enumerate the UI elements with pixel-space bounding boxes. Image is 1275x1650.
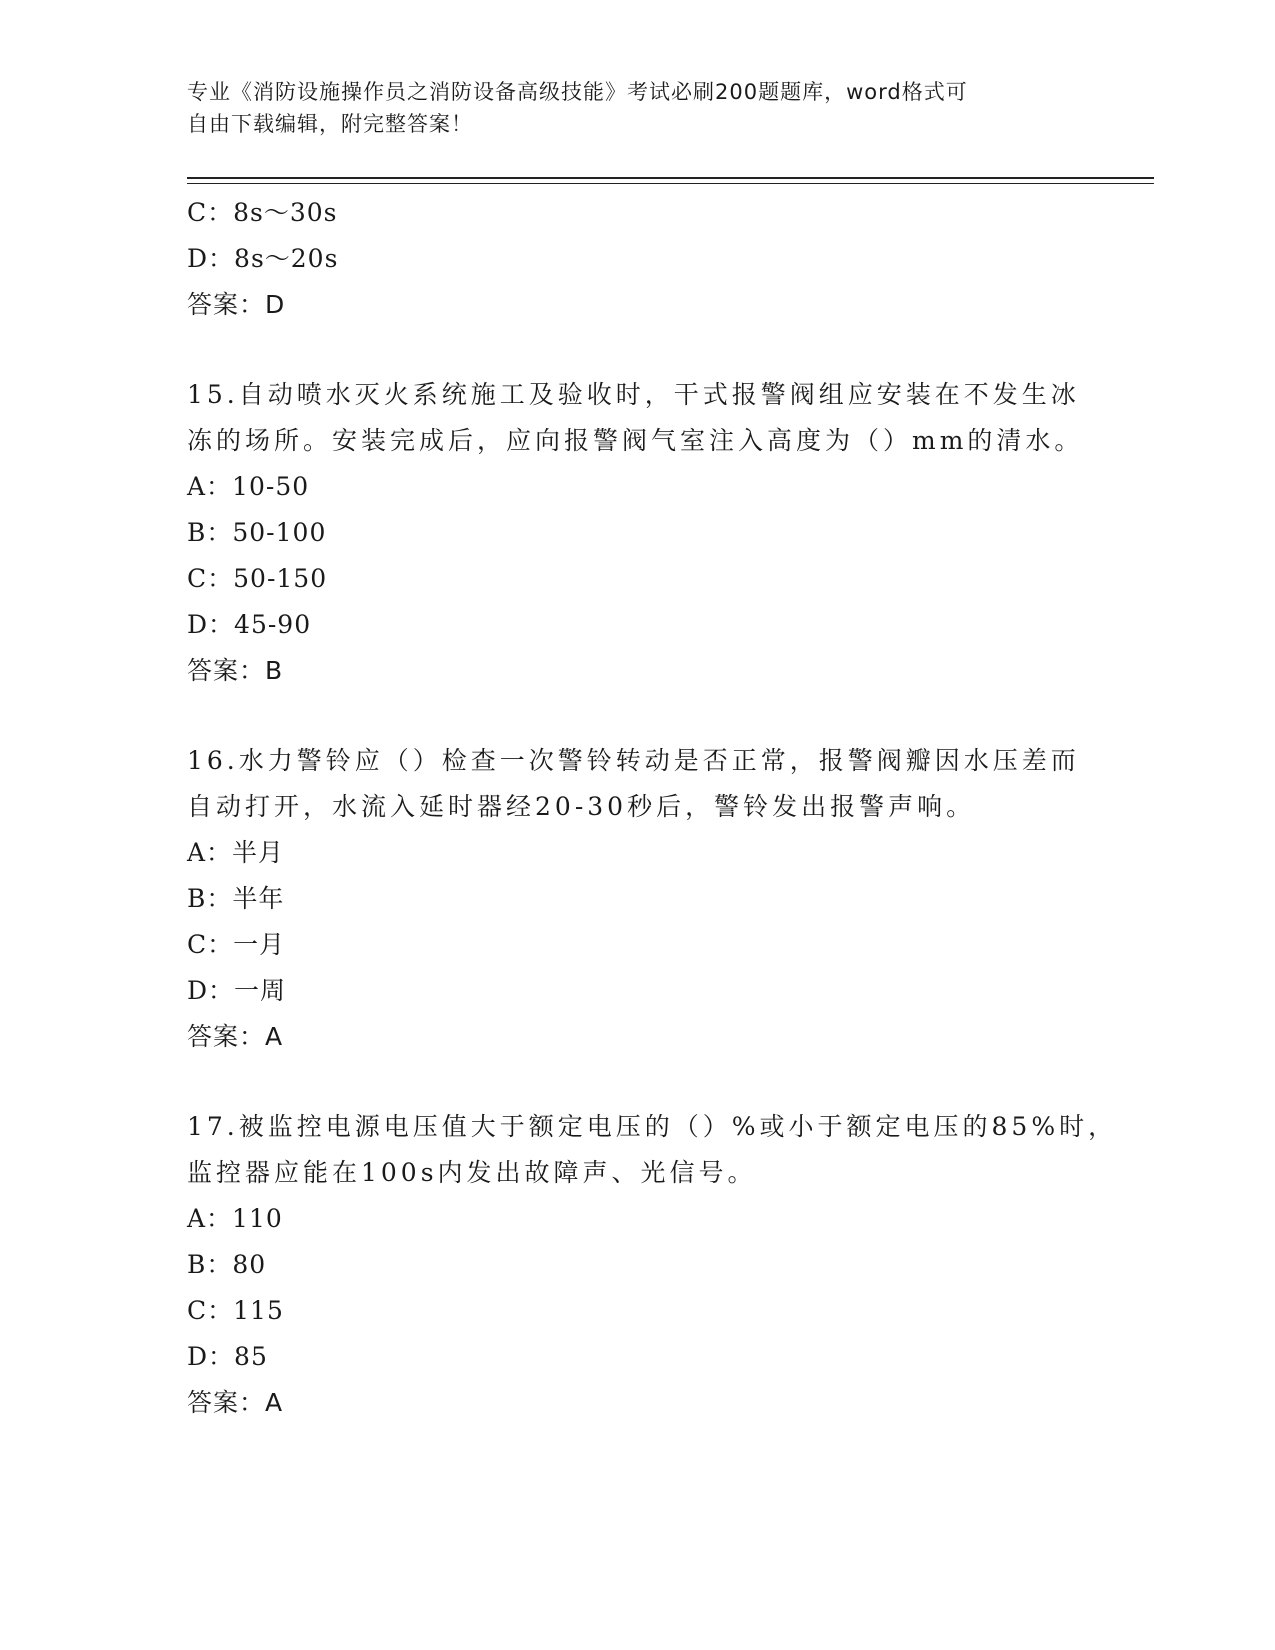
question-16	[187, 738, 1087, 1060]
header-rule-thick	[187, 177, 1154, 179]
answer: 答案：D	[187, 290, 286, 319]
header-line-2: 自由下载编辑，附完整答案！	[187, 112, 473, 136]
question-text	[187, 738, 1087, 830]
question-text	[187, 1104, 1118, 1196]
question-text-line: 冻的场所。安装完成后，应向报警阀气室注入高度为（）mm的清水。	[187, 426, 1084, 455]
option-b: B：80	[187, 1250, 267, 1279]
option-d: D：8s～20s	[187, 244, 339, 273]
answer: 答案：B	[187, 656, 284, 685]
question-text-line: 17.被监控电源电压值大于额定电压的（）%或小于额定电压的85%时，	[187, 1112, 1118, 1141]
previous-question-tail	[187, 190, 1087, 328]
option-c: C：50-150	[187, 564, 328, 593]
answer: 答案：A	[187, 1388, 284, 1417]
question-text	[187, 372, 1087, 464]
header-rule-thin	[187, 183, 1154, 184]
option-a: A：110	[187, 1204, 283, 1233]
option-d: D：45-90	[187, 610, 312, 639]
question-text-line: 16.水力警铃应（）检查一次警铃转动是否正常，报警阀瓣因水压差而	[187, 746, 1080, 775]
question-text-line: 自动打开，水流入延时器经20-30秒后，警铃发出报警声响。	[187, 792, 976, 821]
option-d: D：一周	[187, 976, 287, 1005]
answer: 答案：A	[187, 1022, 284, 1051]
question-text-line: 监控器应能在100s内发出故障声、光信号。	[187, 1158, 757, 1187]
option-a: A：半月	[187, 838, 285, 867]
header-line-1: 专业《消防设施操作员之消防设备高级技能》考试必刷200题题库，word格式可	[187, 80, 968, 104]
question-15	[187, 372, 1087, 694]
question-list	[187, 190, 1118, 1426]
option-c: C：一月	[187, 930, 286, 959]
question-text-line: 15.自动喷水灭火系统施工及验收时，干式报警阀组应安装在不发生冰	[187, 380, 1080, 409]
option-b: B：50-100	[187, 518, 327, 547]
option-c: C：8s～30s	[187, 198, 338, 227]
option-b: B：半年	[187, 884, 285, 913]
question-17	[187, 1104, 1118, 1426]
option-c: C：115	[187, 1296, 284, 1325]
option-d: D：85	[187, 1342, 268, 1371]
option-a: A：10-50	[187, 472, 310, 501]
document-header	[187, 76, 1087, 140]
